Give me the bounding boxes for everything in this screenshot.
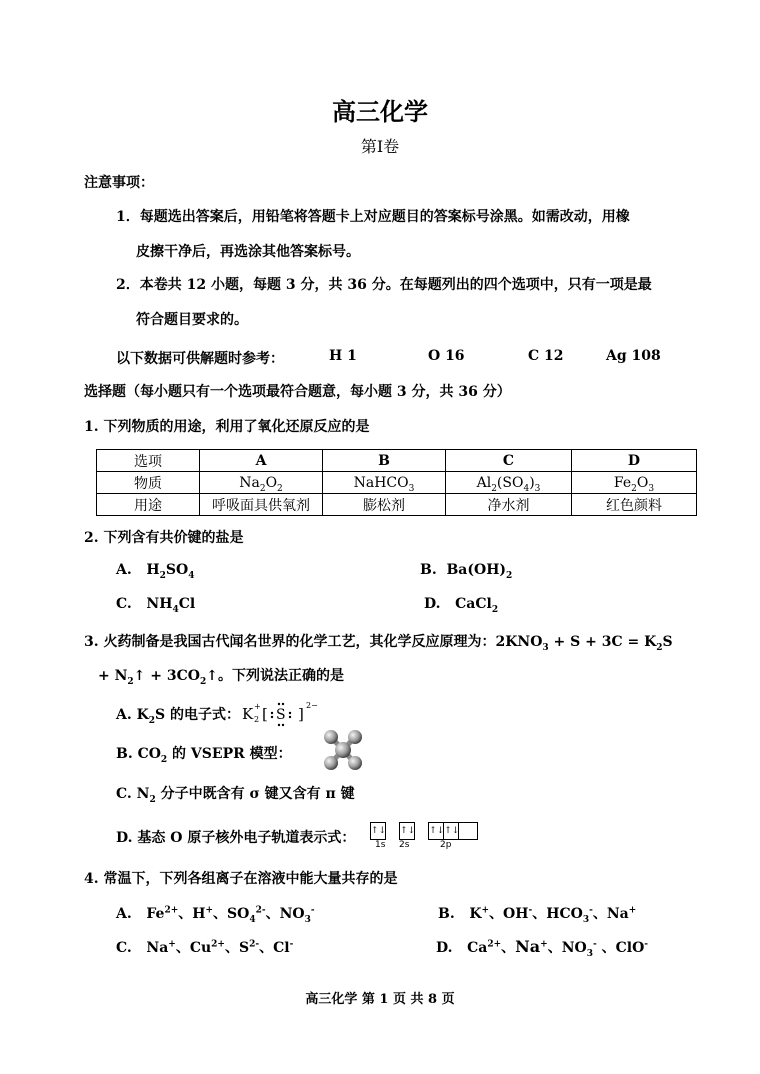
svg-text:]: ] [298, 705, 304, 723]
row-label-use: 用途 [97, 494, 200, 516]
use-c: 净水剂 [446, 494, 572, 516]
q3-stem-line-2: + $N_2↑$ + $3CO_2↑$。下列说法正确的是 [98, 668, 344, 687]
row-label-option: 选项 [97, 450, 200, 472]
q4-option-b: B. K+、OH-、$HCO_3^-$、Na+ [438, 905, 637, 925]
substance-c: $Al_2(SO_4)_3$ [446, 472, 572, 494]
orbital-1s-box: ↑↓ [370, 822, 386, 840]
notice-item-1-line-1: 1．每题选出答案后，用铅笔将答题卡上对应题目的答案标号涂黑。如需改动，用橡 [116, 209, 630, 225]
q2-option-b: B. $Ba(OH)_2$ [420, 562, 513, 581]
reference-h: H 1 [329, 348, 357, 364]
orbital-label-2p: 2p [440, 840, 452, 850]
use-b: 膨松剂 [323, 494, 446, 516]
q3-option-a: A. $K_2S$ 的电子式： [116, 707, 241, 726]
co2-vsepr-model-image [322, 728, 364, 772]
substance-b: NaHCO$_3$ [323, 472, 446, 494]
svg-text:+: + [254, 702, 261, 711]
q3-option-b: B. $CO_2$ 的 VSEPR 模型： [116, 746, 292, 765]
orbital-label-2s: 2s [399, 840, 410, 850]
orbital-2p-box-1: ↑↓ [428, 822, 444, 840]
table-row [97, 494, 697, 516]
svg-text:S: S [276, 707, 286, 723]
q1-stem: 1. 下列物质的用途，利用了氧化还原反应的是 [84, 419, 370, 435]
notice-item-1-line-2: 皮擦干净后，再选涂其他答案标号。 [136, 244, 360, 260]
q3-stem-line-1: 3. 火药制备是我国古代闻名世界的化学工艺，其化学反应原理为：$2KNO_3 + S + 3C = K_2S$ [84, 634, 673, 653]
svg-text:K: K [242, 705, 254, 723]
row-label-substance: 物质 [97, 472, 200, 494]
q4-stem: 4. 常温下，下列各组离子在溶液中能大量共存的是 [84, 871, 398, 887]
notice-heading: 注意事项： [84, 175, 154, 191]
option-d-header: D [572, 450, 697, 472]
table-row [97, 472, 697, 494]
svg-text:[: [ [262, 705, 268, 723]
table-row [97, 450, 697, 472]
reference-label: 以下数据可供解题时参考： [116, 351, 284, 367]
q4-option-c: C. Na+、$Cu^{2+}$、$S^{2-}$、Cl- [116, 939, 294, 956]
option-b-header: B [323, 450, 446, 472]
page-footer: 高三化学 第 1 页 共 8 页 [305, 992, 455, 1007]
q4-option-a: A. $Fe^{2+}$、H+、$SO_4^{2-}$、$NO_3^-$ [116, 905, 315, 925]
option-a-header: A [200, 450, 323, 472]
q2-option-d: D. CaCl$_2$ [424, 596, 499, 615]
q3-option-d: D. 基态 O 原子核外电子轨道表示式： [116, 830, 356, 846]
orbital-label-1s: 1s [375, 840, 386, 850]
substance-a: $Na_2O_2$ [200, 472, 323, 494]
page-title: 高三化学 [332, 97, 428, 126]
orbital-diagram [370, 820, 480, 840]
orbital-2s-box: ↑↓ [399, 822, 415, 840]
substance-d: $Fe_2O_3$ [572, 472, 697, 494]
orbital-2p-box-2: ↑↓ [444, 822, 459, 840]
section-heading: 选择题（每小题只有一个选项最符合题意，每小题 3 分，共 36 分） [84, 384, 511, 400]
q2-option-c: C. $NH_4Cl$ [116, 596, 196, 615]
option-c-header: C [446, 450, 572, 472]
volume-label: 第Ⅰ卷 [360, 137, 400, 156]
use-d: 红色颜料 [572, 494, 697, 516]
svg-text:2−: 2− [306, 701, 318, 710]
svg-text:2: 2 [254, 715, 260, 724]
reference-c: C 12 [528, 348, 564, 364]
notice-item-2-line-2: 符合题目要求的。 [136, 312, 248, 328]
orbital-2p-box-3 [459, 822, 478, 840]
reference-ag: Ag 108 [606, 348, 661, 364]
q2-option-a: A. $H_2SO_4$ [116, 562, 195, 581]
q3-option-c: C. $N_2$ 分子中既含有 σ 键又含有 π 键 [116, 786, 355, 805]
use-a: 呼吸面具供氧剂 [200, 494, 323, 516]
q1-options-table [96, 449, 697, 516]
notice-item-2-line-1: 2．本卷共 12 小题，每题 3 分，共 36 分。在每题列出的四个选项中，只有一项是最 [116, 277, 652, 293]
q2-stem: 2. 下列含有共价键的盐是 [84, 530, 244, 546]
q4-option-d: D. $Ca^{2+}$、Na+、$NO_3^-$ 、ClO- [436, 937, 649, 959]
k2s-electron-formula [240, 698, 330, 730]
reference-o: O 16 [428, 348, 465, 364]
